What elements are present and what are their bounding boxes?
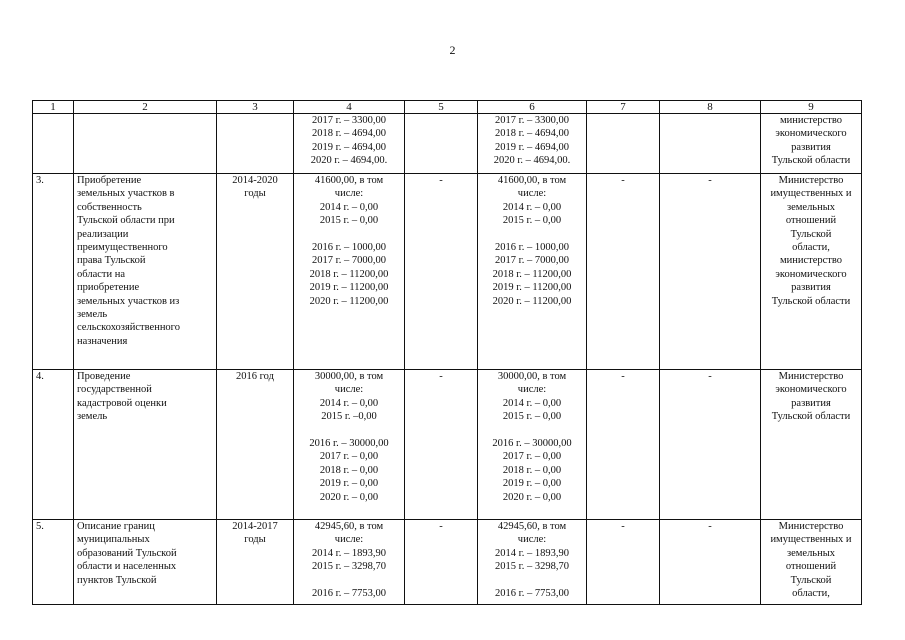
- cell-line: числе:: [517, 188, 547, 200]
- period-cell: [217, 114, 294, 174]
- cell-line: приобретение: [77, 282, 140, 294]
- cell-line: министерство: [779, 255, 843, 267]
- cell-line: 2015 г. – 3298,70: [495, 561, 569, 573]
- event-name-cell: [74, 114, 217, 174]
- federal-funding-cell: [405, 114, 478, 174]
- cell-line: 2014 г. – 0,00: [502, 201, 562, 213]
- cell-gap: [481, 574, 583, 587]
- row-number-cell: 4.: [33, 370, 74, 520]
- cell-line: экономического: [775, 128, 847, 140]
- cell-line: Проведение: [77, 371, 131, 382]
- responsible-cell: [761, 174, 862, 370]
- cell-line: 2014 г. – 0,00: [319, 397, 379, 409]
- cell-line: Тульской: [790, 228, 832, 240]
- cell-line: преимущественного: [77, 242, 168, 254]
- period-cell: [217, 520, 294, 605]
- cell-line: 2020 г. – 0,00: [502, 491, 562, 503]
- cell-line: числе:: [334, 188, 364, 200]
- cell-line: 2017 г. – 3300,00: [495, 115, 569, 126]
- cell-gap: [297, 574, 401, 587]
- cell-line: годы: [244, 188, 266, 200]
- cell-line: 2016 год: [236, 371, 274, 382]
- cell-line: 2017 г. – 7000,00: [495, 255, 569, 267]
- cell-line: земельных: [786, 547, 836, 559]
- regional-funding-cell: [478, 174, 587, 370]
- table-row: [33, 370, 862, 520]
- header-cell: 7: [587, 101, 660, 114]
- responsible-cell: [761, 370, 862, 520]
- cell-line: 41600,00, в том: [314, 175, 384, 186]
- regional-funding-cell: [478, 114, 587, 174]
- cell-line: числе:: [334, 534, 364, 546]
- cell-line: 2015 г. – 0,00: [502, 411, 562, 423]
- cell-line: 2014 г. – 1893,90: [312, 547, 386, 559]
- total-funding-cell: [294, 174, 405, 370]
- cell-line: 2016 г. – 30000,00: [309, 438, 389, 450]
- cell-line: 2017 г. – 0,00: [502, 451, 562, 463]
- cell-line: 2020 г. – 11200,00: [309, 295, 389, 307]
- cell-line: образований Тульской: [77, 547, 177, 559]
- header-cell: 8: [660, 101, 761, 114]
- cell-line: 2016 г. – 1000,00: [495, 242, 569, 254]
- cell-line: 2020 г. – 4694,00.: [310, 155, 388, 167]
- cell-line: земельных участков из: [77, 295, 180, 307]
- other-funding-cell: -: [660, 370, 761, 520]
- cell-line: экономического: [775, 268, 847, 280]
- federal-funding-cell: -: [405, 174, 478, 370]
- cell-gap: [481, 424, 583, 437]
- cell-line: 2015 г. –0,00: [321, 411, 377, 423]
- table-row: [33, 114, 862, 174]
- other-funding-cell: -: [660, 520, 761, 605]
- cell-line: 2014 г. – 1893,90: [495, 547, 569, 559]
- cell-line: 2020 г. – 11200,00: [492, 295, 572, 307]
- cell-line: экономического: [775, 384, 847, 396]
- header-cell: 9: [761, 101, 862, 114]
- total-funding-cell: [294, 370, 405, 520]
- cell-line: земельных: [786, 201, 836, 213]
- cell-line: 2015 г. – 0,00: [502, 215, 562, 227]
- cell-line: 2019 г. – 4694,00: [312, 141, 386, 153]
- cell-line: земельных участков в: [77, 188, 175, 200]
- cell-line: 2018 г. – 11200,00: [309, 268, 389, 280]
- cell-line: 2019 г. – 4694,00: [495, 141, 569, 153]
- responsible-cell: [761, 114, 862, 174]
- cell-line: 2019 г. – 11200,00: [309, 282, 389, 294]
- cell-line: развития: [791, 282, 831, 294]
- cell-line: Приобретение: [77, 175, 142, 186]
- cell-line: числе:: [334, 384, 364, 396]
- cell-line: пунктов Тульской: [77, 574, 157, 586]
- other-funding-cell: [660, 114, 761, 174]
- cell-line: 30000,00, в том: [314, 371, 384, 382]
- cell-line: 2016 г. – 30000,00: [492, 438, 572, 450]
- header-cell: 4: [294, 101, 405, 114]
- municipal-funding-cell: [587, 114, 660, 174]
- cell-line: числе:: [517, 534, 547, 546]
- cell-line: 2019 г. – 11200,00: [492, 282, 572, 294]
- cell-line: назначения: [77, 335, 128, 347]
- table-row: [33, 174, 862, 370]
- municipal-funding-cell: -: [587, 370, 660, 520]
- event-name-cell: [74, 174, 217, 370]
- federal-funding-cell: -: [405, 520, 478, 605]
- cell-line: области,: [792, 588, 830, 600]
- municipal-funding-cell: -: [587, 520, 660, 605]
- federal-funding-cell: -: [405, 370, 478, 520]
- cell-gap: [297, 228, 401, 241]
- cell-line: Тульской области при: [77, 215, 175, 227]
- cell-line: собственность: [77, 201, 142, 213]
- cell-line: 2018 г. – 11200,00: [492, 268, 572, 280]
- period-cell: [217, 370, 294, 520]
- cell-line: земель: [77, 411, 108, 423]
- regional-funding-cell: [478, 520, 587, 605]
- cell-line: Описание границ: [77, 521, 155, 532]
- cell-line: 2014-2020: [232, 175, 278, 186]
- cell-line: развития: [791, 397, 831, 409]
- cell-line: годы: [244, 534, 266, 546]
- cell-line: 2014-2017: [232, 521, 278, 532]
- cell-line: 42945,60, в том: [497, 521, 567, 532]
- period-cell: [217, 174, 294, 370]
- cell-line: Тульской области: [771, 295, 851, 307]
- cell-line: 2018 г. – 4694,00: [495, 128, 569, 140]
- cell-line: отношений: [785, 561, 837, 573]
- cell-line: имущественных и: [770, 534, 852, 546]
- table-row: [33, 520, 862, 605]
- cell-line: области и населенных: [77, 561, 177, 573]
- cell-line: Тульской: [790, 574, 832, 586]
- cell-gap: [297, 424, 401, 437]
- cell-line: 2015 г. – 0,00: [319, 215, 379, 227]
- cell-line: министерство: [779, 115, 843, 126]
- cell-line: 2017 г. – 7000,00: [312, 255, 386, 267]
- cell-line: 2018 г. – 4694,00: [312, 128, 386, 140]
- responsible-cell: [761, 520, 862, 605]
- cell-line: Министерство: [778, 521, 844, 532]
- cell-line: 2020 г. – 4694,00.: [493, 155, 571, 167]
- cell-line: 42945,60, в том: [314, 521, 384, 532]
- regional-funding-cell: [478, 370, 587, 520]
- header-cell: 5: [405, 101, 478, 114]
- header-cell: 2: [74, 101, 217, 114]
- program-table: [32, 100, 862, 605]
- cell-line: Тульской области: [771, 411, 851, 423]
- total-funding-cell: [294, 114, 405, 174]
- cell-line: 2019 г. – 0,00: [502, 478, 562, 490]
- cell-line: муниципальных: [77, 534, 150, 546]
- row-number-cell: 3.: [33, 174, 74, 370]
- cell-line: 2019 г. – 0,00: [319, 478, 379, 490]
- cell-line: реализации: [77, 228, 129, 240]
- cell-line: 2014 г. – 0,00: [319, 201, 379, 213]
- other-funding-cell: -: [660, 174, 761, 370]
- cell-line: 2018 г. – 0,00: [502, 464, 562, 476]
- cell-line: 2017 г. – 3300,00: [312, 115, 386, 126]
- header-cell: 3: [217, 101, 294, 114]
- cell-line: числе:: [517, 384, 547, 396]
- cell-line: 2015 г. – 3298,70: [312, 561, 386, 573]
- cell-line: отношений: [785, 215, 837, 227]
- cell-line: имущественных и: [770, 188, 852, 200]
- cell-line: развития: [791, 141, 831, 153]
- cell-line: Тульской области: [771, 155, 851, 167]
- page-number: 2: [449, 43, 456, 57]
- event-name-cell: [74, 520, 217, 605]
- cell-line: 2016 г. – 7753,00: [312, 588, 386, 600]
- header-cell: 6: [478, 101, 587, 114]
- cell-line: 2018 г. – 0,00: [319, 464, 379, 476]
- cell-line: 30000,00, в том: [497, 371, 567, 382]
- cell-line: 2020 г. – 0,00: [319, 491, 379, 503]
- row-number-cell: 5.: [33, 520, 74, 605]
- row-number-cell: [33, 114, 74, 174]
- event-name-cell: [74, 370, 217, 520]
- cell-line: области на: [77, 268, 126, 280]
- cell-line: 2016 г. – 1000,00: [312, 242, 386, 254]
- cell-line: Министерство: [778, 175, 844, 186]
- cell-line: 2016 г. – 7753,00: [495, 588, 569, 600]
- cell-line: сельскохозяйственного: [77, 322, 180, 334]
- cell-line: 41600,00, в том: [497, 175, 567, 186]
- table-header-row: [33, 101, 862, 114]
- header-cell: 1: [33, 101, 74, 114]
- cell-line: 2017 г. – 0,00: [319, 451, 379, 463]
- cell-gap: [481, 228, 583, 241]
- municipal-funding-cell: -: [587, 174, 660, 370]
- cell-line: Министерство: [778, 371, 844, 382]
- cell-line: 2014 г. – 0,00: [502, 397, 562, 409]
- cell-line: кадастровой оценки: [77, 397, 167, 409]
- cell-line: области,: [792, 242, 830, 254]
- cell-line: государственной: [77, 384, 152, 396]
- cell-line: земель: [77, 309, 108, 321]
- total-funding-cell: [294, 520, 405, 605]
- cell-line: права Тульской: [77, 255, 146, 267]
